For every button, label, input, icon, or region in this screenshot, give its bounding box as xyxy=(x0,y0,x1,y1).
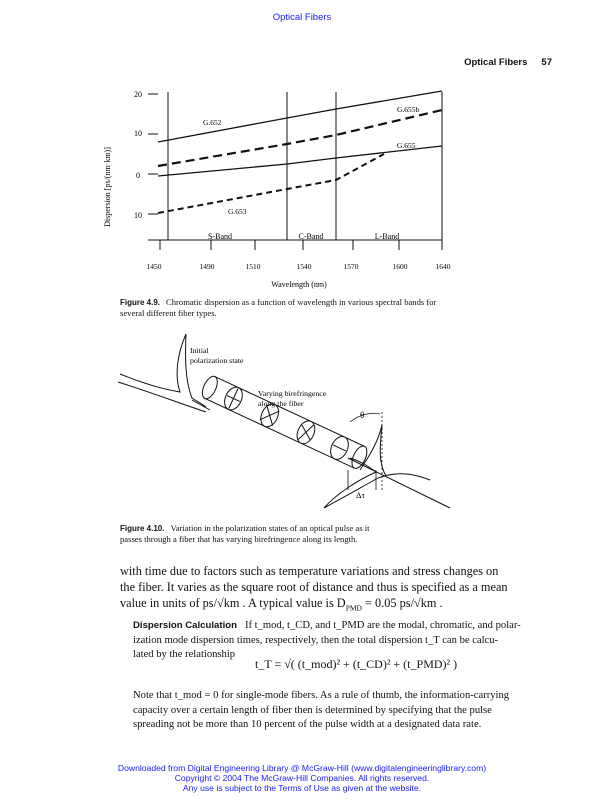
x-tick: 1490 xyxy=(199,262,215,271)
output-pulse-shape xyxy=(324,458,430,508)
curve-g653 xyxy=(158,154,384,213)
dc-line-2: ization mode dispersion times, respectively, then the total dispersion t_T can be calcu- xyxy=(133,634,499,646)
dc-line-1: Dispersion Calculation If t_mod, t_CD, and t_PMD are the modal, chromatic, and polar- xyxy=(133,620,521,631)
body-line: the fiber. It varies as the square root of distance and thus is specified as a mean xyxy=(120,580,508,594)
running-title: Optical Fibers xyxy=(464,57,528,68)
label-theta: θ xyxy=(360,410,365,420)
body-line: value in units of ps/√km . A typical value is $D_{PMD} = 0.05$ ps/√km . xyxy=(120,596,443,613)
note-paragraph xyxy=(133,689,553,733)
caption-label: Figure 4.9. xyxy=(120,298,161,307)
x-tick: 1510 xyxy=(245,262,261,271)
curve-g655 xyxy=(158,146,442,176)
band-label-s: S-Band xyxy=(208,232,232,241)
y-tick: 10 xyxy=(134,211,142,220)
figure-4-9-chart xyxy=(100,82,460,294)
figure-4-10-diagram xyxy=(110,330,460,520)
dc-line-3: lated by the relationship xyxy=(133,649,236,660)
note-line: capacity over a certain length of fiber then is determined by specifying that the pulse xyxy=(133,704,492,716)
y-tick: 10 xyxy=(134,129,142,138)
caption-text-1: Variation in the polarization states of an optical pulse as it xyxy=(170,523,370,533)
footer-terms[interactable]: Any use is subject to the Terms of Use as given at the website. xyxy=(182,783,422,793)
curve-g655b xyxy=(158,110,442,166)
x-tick: 1540 xyxy=(296,262,312,271)
x-tick: 1570 xyxy=(343,262,359,271)
label-delta-tau: Δτ xyxy=(356,490,365,500)
note-line: Note that t_mod = 0 for single-mode fibers. As a rule of thumb, the information-carrying xyxy=(133,690,510,701)
caption-text: Chromatic dispersion as a function of wavelength in various spectral bands for several different fiber types. xyxy=(120,297,437,318)
band-label-c: C-Band xyxy=(298,232,324,241)
body-paragraph xyxy=(120,563,560,616)
running-header xyxy=(430,57,552,68)
input-pulse-axis xyxy=(118,382,206,412)
label-polarization-state: polarization state xyxy=(190,356,244,365)
dispersion-calculation xyxy=(133,619,553,663)
theta-arc xyxy=(350,413,380,422)
input-pulse-shape xyxy=(120,334,206,407)
page-number: 57 xyxy=(541,57,552,68)
body-line: with time due to factors such as temperature variations and stress changes on xyxy=(120,564,499,578)
curve-label-g655b: G.655b xyxy=(397,105,420,114)
curve-label-g652: G.652 xyxy=(203,118,222,127)
figure-4-10-caption xyxy=(120,523,460,545)
y-axis-label: Dispersion [ps/(nm·km)] xyxy=(103,147,112,227)
label-along-fiber: along the fiber xyxy=(258,399,304,408)
label-varying-birefringence: Varying birefringence xyxy=(258,389,327,398)
curve-g652 xyxy=(158,91,442,142)
footer-copyright: Copyright © 2004 The McGraw-Hill Companies. All rights reserved. xyxy=(174,773,430,783)
curve-label-g655: G.655 xyxy=(397,141,416,150)
footer-link[interactable]: Downloaded from Digital Engineering Library @ McGraw-Hill (www.digitalengineeringlibrary.com) xyxy=(117,763,487,773)
x-tick: 1450 xyxy=(146,262,162,271)
band-label-l: L-Band xyxy=(374,232,400,241)
caption-line-1 xyxy=(120,523,460,534)
label-initial: Initial xyxy=(190,346,209,355)
top-title: Optical Fibers xyxy=(272,12,332,23)
x-tick: 1640 xyxy=(435,262,451,271)
figure-4-9-caption xyxy=(120,297,460,319)
caption-text-2: passes through a fiber that has varying birefringence along its length. xyxy=(120,534,358,544)
note-line: spreading not be more than 10 percent of the pulse width at a designated data rate. xyxy=(133,719,482,730)
footer xyxy=(0,763,604,793)
caption-label: Figure 4.10. xyxy=(120,524,165,533)
y-tick: 0 xyxy=(136,171,140,180)
curve-label-g653: G.653 xyxy=(228,207,247,216)
x-axis-label: Wavelength (nm) xyxy=(271,280,327,289)
section-heading: Dispersion Calculation xyxy=(133,620,237,631)
y-tick: 20 xyxy=(134,90,142,99)
x-tick: 1600 xyxy=(392,262,408,271)
total-dispersion-formula: t_T = √( (t_mod)² + (t_CD)² + (t_PMD)² ) xyxy=(255,657,458,671)
